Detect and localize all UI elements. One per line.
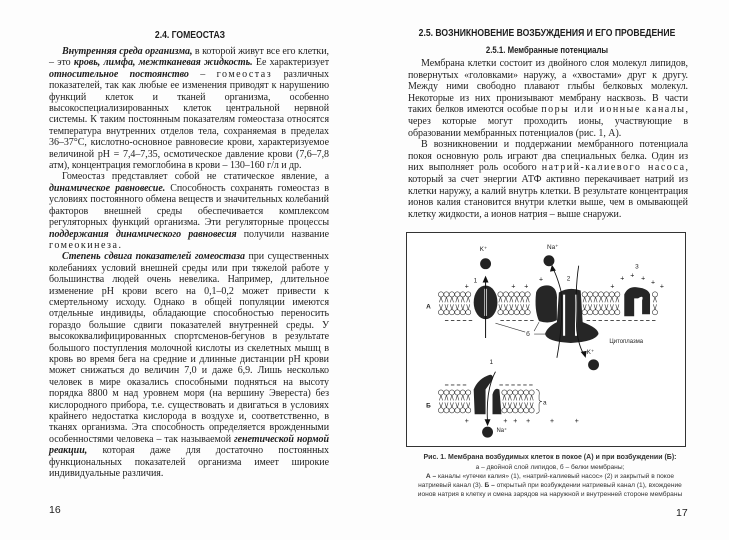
text-run: Гомеостаз представляет собой не статическое явление, а [62, 171, 329, 183]
label-2: 2 [566, 275, 571, 283]
negative-charge [457, 385, 460, 386]
caption-label-b: Б – [484, 482, 495, 489]
text-run: Ее характеризует [252, 57, 330, 69]
k-ion-label: K⁺ [586, 348, 595, 356]
negative-charge [457, 320, 460, 321]
membrane-figure [406, 232, 686, 447]
emphasized-term: кровь, лимфа, межтканевая жидкость. [73, 57, 253, 69]
positive-charge: + [503, 418, 508, 426]
paragraph [408, 139, 688, 220]
text-run: Способность сохранять гомеостаз в условиях постоянного обмена веществ и значительных колебаний факторов внешней среды обеспечивается комплексом регуляторных функций организма. Эти регуляторные процессы [49, 182, 329, 229]
potassium-ion [480, 258, 491, 269]
label-1: 1 [473, 277, 478, 285]
positive-charge: + [641, 275, 646, 283]
arrow-up-icon [483, 276, 489, 283]
emphasized-term: генетической нормой реакции, [49, 433, 329, 457]
text-run: В возникновении и поддержании мембранного потенциала покоя основную роль играют два специальных белка. Один из них выполняет роль особого [408, 139, 688, 174]
text-run: которая даже для достаточно постоянных функциональных показателей организма имеет широкие индивидуальные различия. [49, 445, 329, 480]
negative-charge [463, 385, 466, 386]
negative-charge [499, 385, 502, 386]
closed-sodium-channel [624, 287, 650, 316]
emphasized-term: поддержания динамического равновесия [49, 228, 237, 240]
spaced-term: поры или ионные каналы [541, 104, 686, 116]
page-number: 16 [49, 504, 61, 516]
negative-charge [530, 320, 533, 321]
positive-charge: + [630, 272, 635, 280]
text-run: в которой живут все его клетки, – это [49, 46, 329, 69]
body-text [49, 46, 329, 479]
sodium-ion [544, 255, 555, 266]
negative-charge [512, 320, 515, 321]
negative-charge [640, 320, 643, 321]
spaced-term: гомеостаз [216, 68, 273, 80]
sodium-ion [482, 427, 493, 438]
potassium-ion [588, 359, 599, 370]
text-run: Мембрана клетки состоит из двойного слоя молекул липидов, повернутых «головками» наружу, а «хвостами» друг к другу. Между ними свободно плавают глыбы белковых молекул. Некоторые из них пронизывают мембрану насквозь. В части таких белков имеются особые [408, 58, 688, 116]
negative-charge [511, 385, 514, 386]
figure-caption-line: а – двойной слой липидов, б – белки мембраны; [475, 464, 625, 471]
body-text [408, 58, 688, 220]
negative-charge [505, 385, 508, 386]
label-a: А [426, 303, 431, 311]
negative-charge [604, 320, 607, 321]
negative-charge [506, 320, 509, 321]
emphasized-term: динамическое равновесие. [49, 182, 166, 194]
emphasized-term: Внутренняя среда организма, [62, 46, 193, 57]
negative-charge [593, 320, 596, 321]
negative-charge [451, 320, 454, 321]
paragraph [49, 171, 329, 251]
spaced-term: натрий-калиевого насоса [541, 162, 686, 174]
figure-caption-line: ионов натрия в клетку и смена зарядов на наружной и внутренней стороне мембраны [417, 491, 683, 498]
figure-caption-line [405, 473, 695, 480]
caption-text: натриевый канал (3). [418, 482, 485, 489]
text-run: – [188, 68, 217, 80]
negative-charge [652, 320, 655, 321]
paragraph [49, 46, 329, 171]
negative-charge [646, 320, 649, 321]
negative-charge [500, 320, 503, 321]
negative-charge [599, 320, 602, 321]
na-ion-label: Na⁺ [546, 243, 559, 251]
emphasized-term: Степень сдвига показателей гомеостаза [62, 251, 245, 263]
negative-charge [616, 320, 619, 321]
positive-charge: + [651, 279, 656, 287]
negative-charge [518, 320, 521, 321]
negative-charge [517, 385, 520, 386]
positive-charge: + [524, 283, 529, 291]
right-page [365, 0, 729, 540]
text-run: получили название [236, 228, 329, 240]
label-b: Б [426, 402, 431, 410]
label-3: 3 [635, 263, 639, 271]
arrow-down-icon [485, 419, 491, 426]
negative-charge [529, 385, 532, 386]
positive-charge: + [659, 283, 664, 291]
spaced-term: гомеокинеза [49, 239, 119, 251]
negative-charge [469, 320, 472, 321]
k-ion-label: K⁺ [479, 245, 488, 253]
negative-charge [463, 320, 466, 321]
section-title: 2.5. ВОЗНИКНОВЕНИЕ ВОЗБУЖДЕНИЯ И ЕГО ПРОВЕДЕНИЕ [418, 27, 676, 39]
subsection-title: 2.5.1. Мембранные потенциалы [485, 45, 609, 56]
label-lipids: а [543, 399, 547, 407]
emphasized-term: относительное постоянство [49, 68, 189, 80]
negative-charge [524, 320, 527, 321]
positive-charge: + [464, 418, 469, 426]
negative-charge [523, 385, 526, 386]
positive-charge: + [620, 275, 625, 283]
negative-charge [445, 320, 448, 321]
section-title: 2.4. ГОМЕОСТАЗ [154, 29, 226, 41]
label-proteins: б [526, 331, 530, 339]
paragraph [49, 251, 329, 479]
paragraph [408, 58, 688, 139]
positive-charge: + [511, 283, 516, 291]
membrane-protein [536, 285, 557, 322]
positive-charge: + [610, 283, 615, 291]
negative-charge [628, 320, 631, 321]
text-run: , который за счет энергии АТФ активно перекачивает натрий из клетки наружу, а калий внутрь клетки. В результате концентрация ионов калия становится внутри клетки выше, чем в омывающей клетку жидкости, а ионов натрия – выше снаружи. [408, 162, 688, 220]
positive-charge: + [526, 418, 531, 426]
positive-charge: + [513, 418, 518, 426]
positive-charge: + [549, 418, 555, 426]
negative-charge [622, 320, 625, 321]
membrane-diagram [407, 233, 685, 446]
figure-caption-line [405, 482, 695, 489]
positive-charge: + [464, 283, 469, 291]
text-run: различных показателей, так как любые ее изменения приводят к нарушению функций клеток и тканей организма, особенно высокоспециализированных клеток центральной нервной системы. К таким постоянным показателям гомеостаза относятся температура внутренних отделов тела, сохраняемая в пределах 36–37°С, кислотно-основное равновесие крови, характеризуемое величиной pH = 7,4–7,35, осмотическое давление крови (7,6–7,8 атм), концентрация гемоглобина в крови – 130–160 г/л и др. [49, 68, 329, 172]
label-1: 1 [489, 358, 494, 366]
caption-text: каналы «утечки калия» (1), «натрий-калиевый насос» (2) и закрытый в покое [436, 473, 675, 480]
text-run: при существенных колебаниях условий внешней среды или при тяжелой работе у большинства людей очень невелика. Например, длительное изменение pH крови всего на 0,1–0,2 может привести к смертельному исходу. Однако в общей популяции имеются отдельные индивиды, обладающие способностью переносить гораздо большие сдвиги показателей внутренней среды. У высококвалифицированных спортсменов-бегунов в результате большого поступления молочной кислоты из скелетных мышц в кровь во время бега на средние и длинные дистанции pH крови может снижаться до величин 7,0 и даже 6,9. Лишь несколько человек в мире оказались способными подняться на высоту порядка 8800 м над уровнем моря (на вершину Эвереста) без кислородного прибора, т.е. существовать и двигаться в условиях крайнего недостатка кислорода в воздухе и, соответственно, в тканях организма. Эта способность определяется врожденными особенностями человека – так называемой [49, 251, 329, 445]
positive-charge: + [539, 276, 544, 284]
negative-charge [451, 385, 454, 386]
na-ion-label: Na⁺ [496, 428, 508, 435]
page-number: 17 [676, 507, 688, 519]
figure-caption-title: Рис. 1. Мембрана возбудимых клеток в покое (А) и при возбуждении (Б): [423, 454, 677, 461]
negative-charge [587, 320, 590, 321]
negative-charge [634, 320, 637, 321]
text-run: . [118, 239, 121, 251]
text-run: , через которые могут проходить ионы, участвующие в образовании мембранных потенциалов (рис. 1, А). [408, 104, 688, 139]
open-sodium-channel [493, 389, 502, 415]
caption-text: открытый при возбуждении натриевый канал (1), вхождение [494, 482, 682, 489]
open-sodium-channel [474, 375, 493, 415]
label-cytoplasm: Цитоплазма [609, 338, 644, 345]
negative-charge [610, 320, 613, 321]
caption-label-a: А – [425, 473, 437, 480]
negative-charge [445, 385, 448, 386]
positive-charge: + [574, 418, 579, 426]
